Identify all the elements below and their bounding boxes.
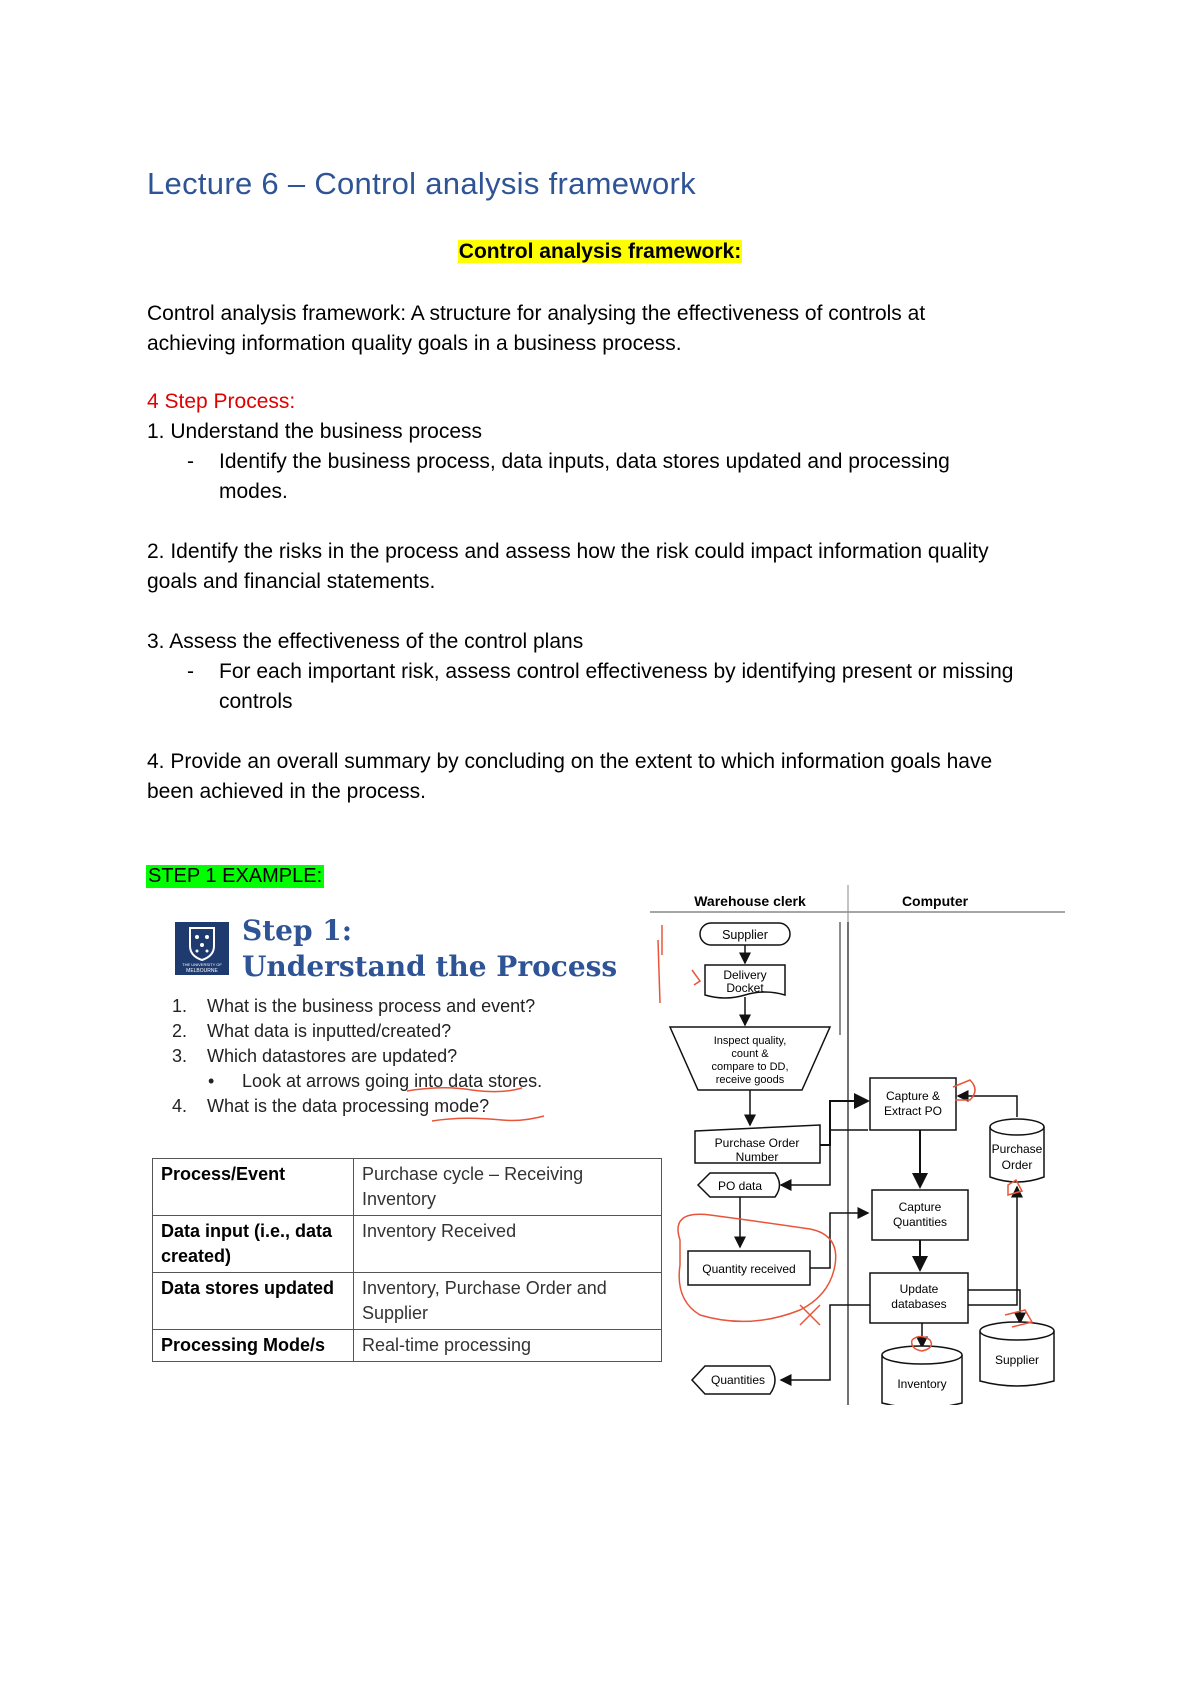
step-2 (147, 537, 989, 597)
lane-computer: Computer (901, 893, 969, 909)
inventory-store (882, 1346, 962, 1405)
delivery-docket-label-1: Delivery (723, 968, 767, 982)
slide-title-line-2: Understand the Process (242, 950, 618, 983)
step-3-sub (219, 657, 1013, 717)
crest-icon (175, 922, 229, 975)
question-list: 1. What is the business process and event? 2. What data is inputted/created? 3. Which datastores are updated? • Look at arrows going into data stores. 4. What is the data processing mode? (172, 996, 543, 1116)
step-4-line-2: been achieved in the process. (147, 780, 427, 803)
step-3: 3. Assess the effectiveness of the control plans (147, 630, 584, 653)
step-3-sub-line-1: For each important risk, assess control effectiveness by identifying present or missing (219, 660, 1014, 683)
handwritten-underlines (172, 996, 652, 1126)
delivery-docket-label-2: Docket (726, 981, 764, 995)
capture-extract-label-2: Extract PO (883, 1104, 943, 1118)
step-1-sub (219, 447, 950, 507)
po-number-label-2: Number (735, 1150, 779, 1164)
purchase-order-label-2: Order (1001, 1158, 1033, 1172)
table-row (153, 1330, 662, 1362)
capture-quantities-label-1: Capture (898, 1200, 942, 1214)
section-heading (0, 240, 1200, 264)
step-2-line-2: goals and financial statements. (147, 570, 436, 593)
flowchart (650, 885, 1070, 1405)
supplier-store-label: Supplier (994, 1353, 1040, 1367)
section-heading-text: Control analysis framework: (458, 240, 742, 263)
table-row (153, 1216, 662, 1273)
page-title: Lecture 6 – Control analysis framework (147, 166, 696, 201)
example-label: STEP 1 EXAMPLE: (148, 865, 323, 887)
table-value: Inventory Received (354, 1216, 662, 1273)
step-1: 1. Understand the business process (147, 420, 483, 443)
step-2-line-1: 2. Identify the risks in the process and assess how the risk could impact information quality (147, 540, 989, 563)
inventory-store-label: Inventory (897, 1377, 947, 1391)
quantities-label: Quantities (710, 1373, 766, 1387)
inspect-label-3: compare to DD, (711, 1061, 789, 1073)
po-data-label: PO data (717, 1179, 763, 1193)
inspect-label-2: count & (731, 1048, 769, 1060)
po-number-label-1: Purchase Order (714, 1136, 800, 1150)
capture-extract-label-1: Capture & (885, 1089, 941, 1103)
purchase-order-label-1: Purchase (991, 1142, 1043, 1156)
step-4 (147, 747, 992, 807)
table-value: Purchase cycle – Receiving Inventory (354, 1159, 662, 1216)
process-heading: 4 Step Process: (147, 390, 296, 413)
quantity-received-label: Quantity received (702, 1262, 796, 1276)
table-value: Inventory, Purchase Order and Supplier (354, 1273, 662, 1330)
step-1-sub-line-1: Identify the business process, data inputs, data stores updated and processing (219, 450, 950, 473)
step-1-sub-line-2: modes. (219, 480, 288, 503)
table-key: Processing Mode/s (153, 1330, 354, 1362)
step-3-sub-line-2: controls (219, 690, 293, 713)
table-key: Process/Event (153, 1159, 354, 1216)
table-row (153, 1159, 662, 1216)
process-table (152, 1158, 662, 1362)
table-row (153, 1273, 662, 1330)
definition-line-1: Control analysis framework: A structure for analysing the effectiveness of controls at (147, 302, 926, 325)
table-value: Real-time processing (354, 1330, 662, 1362)
supplier-start-label: Supplier (722, 928, 768, 942)
step-4-line-1: 4. Provide an overall summary by concluding on the extent to which information goals have (147, 750, 993, 773)
step-3-dash: - (187, 660, 194, 683)
capture-quantities-label-2: Quantities (892, 1215, 948, 1229)
update-db-label-1: Update (899, 1282, 939, 1296)
definition (147, 299, 925, 359)
slide-title-line-1: Step 1: (242, 914, 353, 947)
lane-warehouse-clerk: Warehouse clerk (694, 893, 806, 909)
definition-line-2: achieving information quality goals in a business process. (147, 332, 682, 355)
update-db-label-2: databases (891, 1297, 947, 1311)
table-key: Data input (i.e., data created) (153, 1216, 354, 1273)
logo-text-1: THE UNIVERSITY OF (182, 962, 222, 967)
inspect-label-4: receive goods (715, 1074, 785, 1086)
inspect-label-1: Inspect quality, (713, 1035, 787, 1047)
step-1-dash: - (187, 450, 194, 473)
logo-text-2: MELBOURNE (186, 968, 218, 974)
table-key: Data stores updated (153, 1273, 354, 1330)
university-logo (175, 922, 229, 975)
